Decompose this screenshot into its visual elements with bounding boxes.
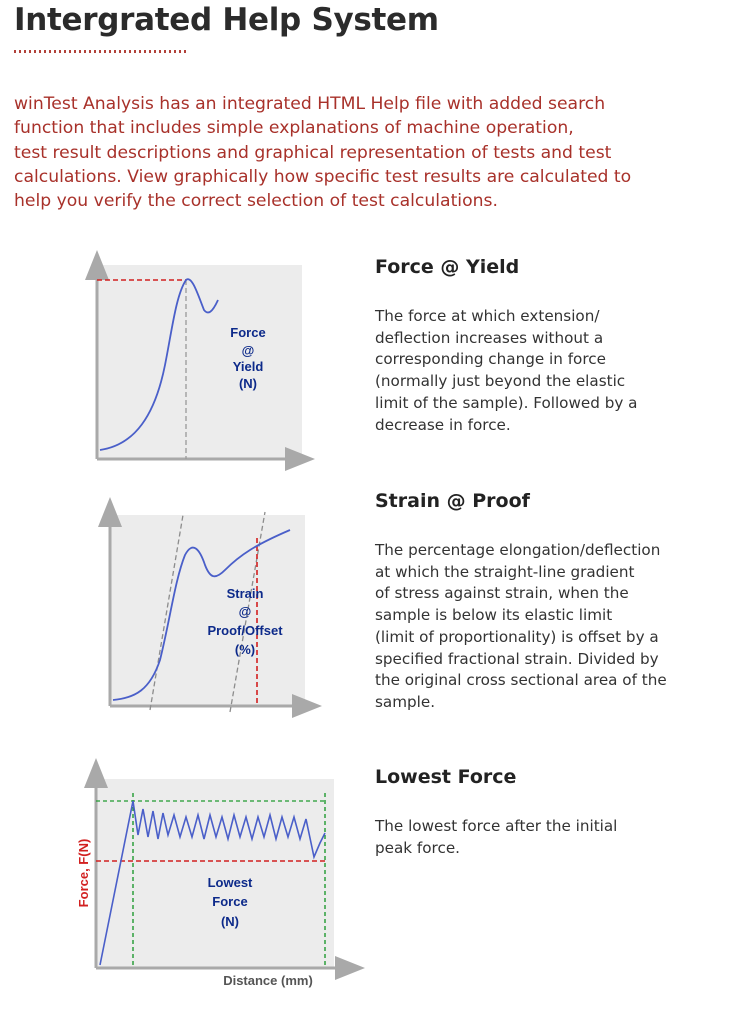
x-axis-label: Distance (mm) [223, 973, 313, 988]
figure-label-line: Proof/Offset [207, 623, 283, 638]
section-body-line: limit of the sample). Followed by a [375, 393, 638, 412]
figure-label-line: Strain [226, 586, 264, 601]
section-title-strain-at-proof: Strain @ Proof [375, 490, 530, 512]
section-body-force-at-yield [375, 306, 735, 436]
section-body-line: The force at which extension/ [375, 307, 600, 325]
section-body-line: sample. [375, 692, 436, 711]
section-body-lowest-force [375, 816, 735, 859]
section-body-line: decrease in force. [375, 415, 511, 434]
intro-line: calculations. View graphically how specific test results are calculated to [14, 166, 632, 187]
y-axis-label: Force, F(N) [76, 838, 91, 908]
intro-line: test result descriptions and graphical representation of tests and test [14, 142, 612, 163]
section-body-line: specified fractional strain. Divided by [375, 649, 659, 668]
intro-line: help you verify the correct selection of test calculations. [14, 191, 498, 212]
intro-line: winTest Analysis has an integrated HTML Help file with added search [14, 94, 606, 114]
section-body-line: corresponding change in force [375, 350, 606, 369]
figure-label-line: @ [238, 604, 252, 619]
section-body-line: peak force. [375, 838, 460, 857]
section-body-line: The percentage elongation/deflection [375, 541, 661, 559]
section-body-line: of stress against strain, when the [375, 584, 629, 603]
title-underline [14, 50, 186, 53]
section-body-line: (limit of proportionality) is offset by a [375, 627, 659, 646]
lowest-force-figure [68, 765, 358, 995]
strain-at-proof-figure [95, 500, 315, 720]
figure-label-line: (%) [234, 642, 256, 657]
section-body-line: The lowest force after the initial [375, 817, 618, 835]
force-at-yield-figure [80, 255, 310, 470]
intro-paragraph [14, 92, 734, 213]
figure-label-line: @ [241, 343, 255, 358]
section-body-line: (normally just beyond the elastic [375, 372, 626, 391]
section-body-strain-at-proof [375, 540, 735, 714]
section-body-line: the original cross sectional area of the [375, 671, 667, 690]
section-body-line: deflection increases without a [375, 328, 604, 347]
figure-label-line: Lowest [207, 875, 253, 890]
page-title: Intergrated Help System [14, 2, 439, 38]
section-body-line: at which the straight-line gradient [375, 562, 635, 581]
figure-label-line: Force [212, 894, 248, 909]
figure-label-line: Force [230, 325, 266, 340]
figure-label-line: (N) [238, 376, 258, 391]
figure-label-line: Yield [232, 359, 264, 374]
figure-label-line: (N) [220, 914, 240, 929]
section-title-force-at-yield: Force @ Yield [375, 256, 520, 278]
section-body-line: sample is below its elastic limit [375, 606, 613, 625]
section-title-lowest-force: Lowest Force [375, 766, 517, 788]
intro-line: function that includes simple explanations of machine operation, [14, 118, 574, 139]
